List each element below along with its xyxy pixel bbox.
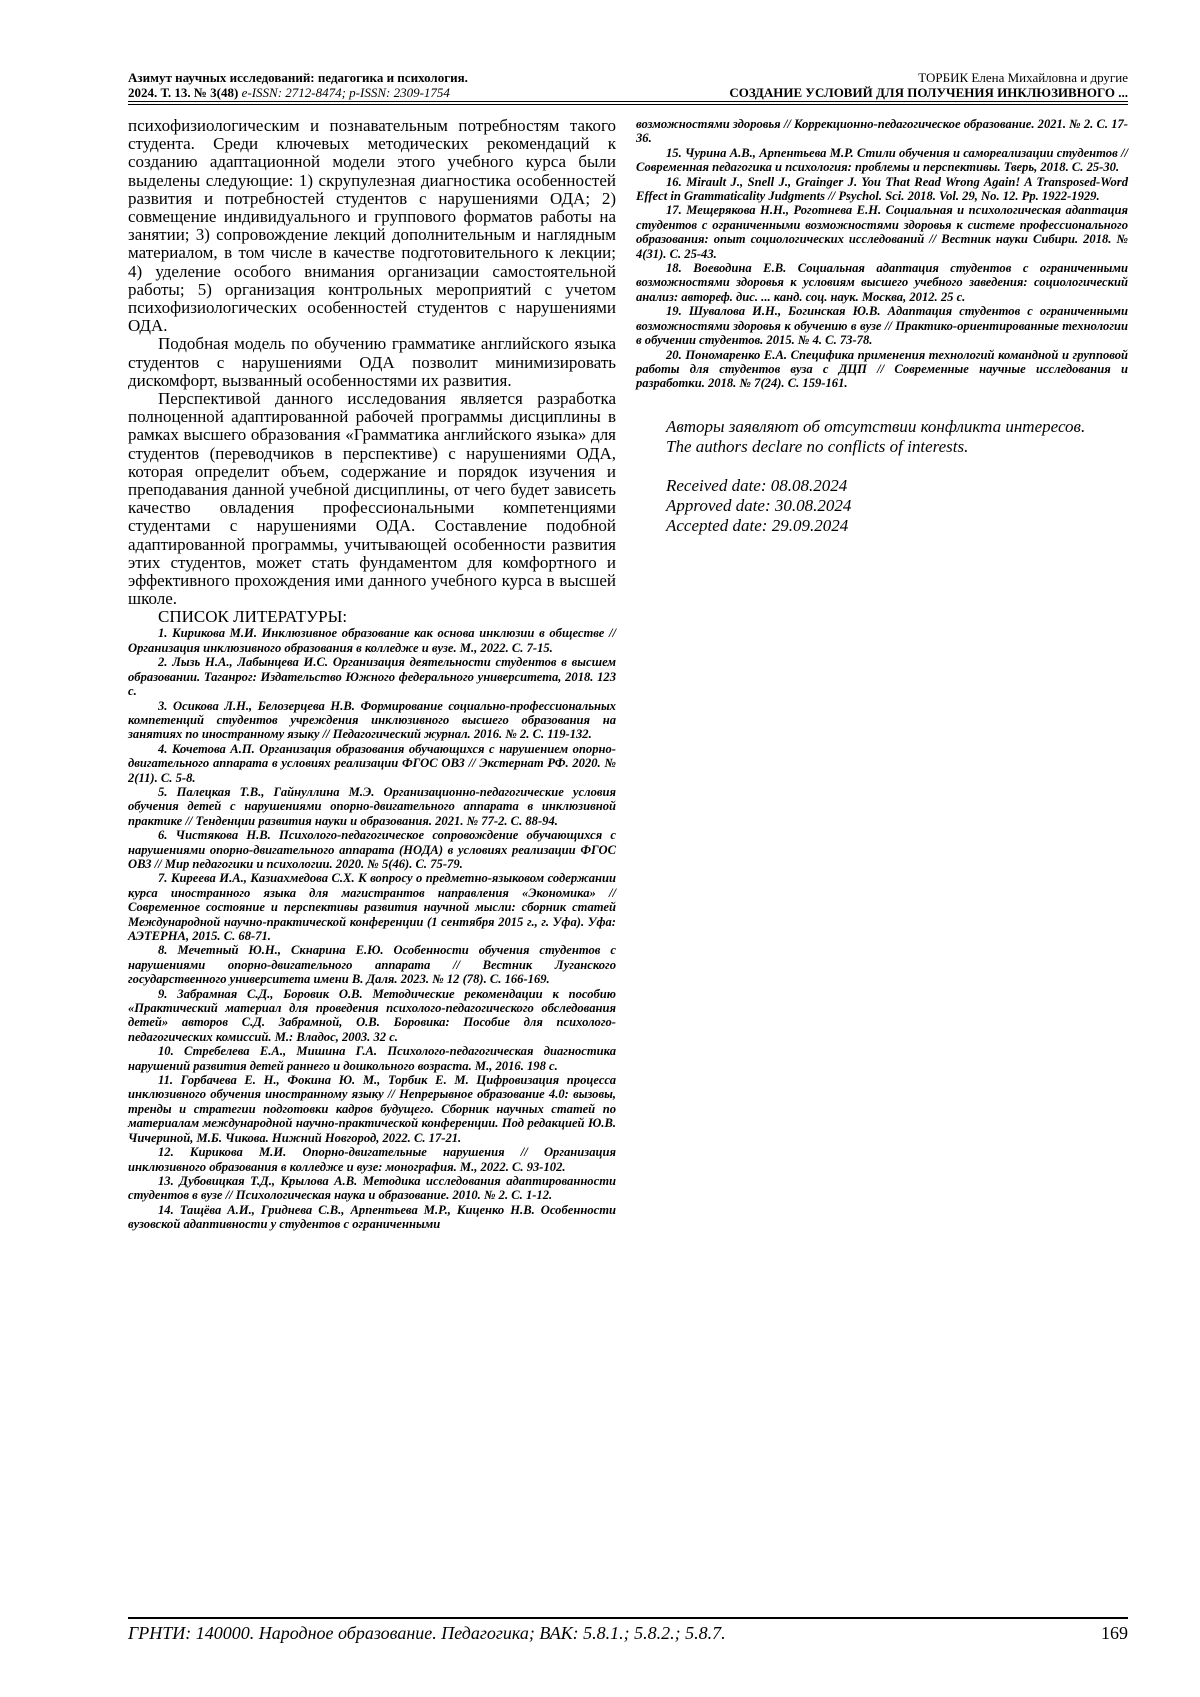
reference-item (636, 203, 1128, 261)
approved-date: Approved date: 30.08.2024 (666, 496, 852, 516)
reference-item (636, 304, 1128, 347)
references-list-right (636, 117, 1128, 391)
reference-continuation: возможностями здоровья // Коррекционно-педагогическое образование. 2021. № 2. С. 17-36. (636, 117, 1128, 146)
reference-text: Кочетова А.П. Организация образования обучающихся с нарушением опорно-двигательного аппарата в условиях реализации ФГОС ОВЗ // Экстернат РФ. 2020. № 2(11). С. 5-8. (128, 741, 617, 785)
reference-number: 10. (158, 1044, 174, 1059)
header-article-title: СОЗДАНИЕ УСЛОВИЙ ДЛЯ ПОЛУЧЕНИЯ ИНКЛЮЗИВНОГО ... (729, 85, 1128, 100)
reference-number: 14. (158, 1202, 174, 1217)
reference-number: 15. (666, 145, 682, 160)
reference-text: Дубовицкая Т.Д., Крылова А.В. Методика исследования адаптированности студентов в вузе // Психологическая наука и образование. 2010. № 2. С. 1-12. (128, 1173, 616, 1203)
conflict-statement-ru: Авторы заявляют об отсутствии конфликта интересов. (666, 416, 1086, 436)
reference-number: 18. (666, 261, 682, 276)
reference-item (128, 987, 616, 1045)
reference-number: 7. (158, 871, 168, 886)
header-rule (128, 101, 1128, 102)
reference-text: Киреева И.А., Казиахмедова С.Х. К вопросу о предметно-языковом содержании курса иностранного языка для магистрантов направления «Экономика» // Современное состояние и перспективы развития научной мысли: сборник статей Международной научно-практической конференции (1 сентября 2015 г., г. Уфа). Уфа: АЭТЕРНА, 2015. С. 68-71. (128, 871, 617, 944)
reference-number: 3. (158, 698, 168, 713)
reference-text: Mirault J., Snell J., Grainger J. You That Read Wrong Again! A Transposed-Word Effect in Grammaticality Judgments // Psychol. Sci. 2018. Vol. 29, No. 12. Pp. 1922-1929. (636, 174, 1129, 204)
body-paragraph-2: Подобная модель по обучению грамматике английского языка студентов с нарушениями ОДА позволит минимизировать дискомфорт, вызванный особенностями их развития. (128, 334, 616, 390)
reference-text: Стребелева Е.А., Мишина Г.А. Психолого-педагогическая диагностика нарушений развития детей раннего и дошкольного возраста. М., 2016. 198 с. (128, 1044, 616, 1073)
reference-item (128, 742, 616, 785)
body-paragraph-3: Перспективой данного исследования является разработка полноценной адаптированной рабочей программы дисциплины в рамках высшего образования «Грамматика английского языка» для студентов (переводчиков в перспективе) с нарушениями ОДА, которая определит объем, содержание и порядок изучения и преподавания данной учебной дисциплины, от чего будет зависеть качество овладения профессиональными компетенциями студентами с нарушениями ОДА. Составление подобной адаптированной программы, учитывающей особенности развития этих студентов, может стать фундаментом для комфортного и эффективного прохождения ими данного учебного курса в высшей школе. (128, 389, 616, 609)
reference-text: Горбачева Е. Н., Фокина Ю. М., Торбик Е. М. Цифровизация процесса инклюзивного обучения иностранному языку // Непрерывное образование 4.0: вызовы, тренды и стратегии подготовки кадров будущего. Сборник научных статей по материалам международной научно-практической конференции. Под редакцией Ю.В. Чичериной, М.Б. Чикова. Нижний Новгород, 2022. С. 17-21. (128, 1073, 616, 1145)
reference-text: Воеводина Е.В. Социальная адаптация студентов с ограниченными возможностями здоровья к условиям высшего учебного заведения: социологический анализ: автореф. дис. ... канд. соц. наук. Москва, 2012. 25 с. (636, 261, 1129, 304)
reference-item (128, 1044, 616, 1073)
page-number: 169 (1101, 1623, 1128, 1643)
reference-number: 6. (158, 828, 168, 843)
reference-text: Кирикова М.И. Инклюзивное образование как основа инклюзии в обществе // Организация инклюзивного образования в колледже и вузе. М., 2022. С. 7-15. (128, 626, 616, 655)
reference-item (128, 1203, 616, 1232)
accepted-date: Accepted date: 29.09.2024 (666, 515, 849, 535)
reference-number: 5. (158, 784, 168, 799)
footer-rule (128, 1617, 1128, 1619)
reference-item (128, 871, 616, 943)
header-rule-double (128, 104, 1128, 105)
issue-number: 2024. Т. 13. № 3(48) (128, 85, 239, 100)
received-date: Received date: 08.08.2024 (666, 476, 848, 496)
reference-item (636, 261, 1128, 304)
reference-number: 16. (666, 174, 682, 189)
footer-classification: ГРНТИ: 140000. Народное образование. Педагогика; ВАК: 5.8.1.; 5.8.2.; 5.8.7. (128, 1623, 726, 1643)
conflict-statement-en: The authors declare no conflicts of interests. (666, 436, 969, 456)
reference-text: Пономаренко Е.А. Специфика применения технологий командной и групповой работы для студентов вуза с ДЦП // Современные научные исследования и разработки. 2018. № 7(24). С. 159-161. (636, 347, 1129, 391)
reference-text: Чистякова Н.В. Психолого-педагогическое сопровождение обучающихся с нарушениями опорно-двигательного аппарата (НОДА) в условиях реализации ФГОС ОВЗ // Мир педагогики и психологии. 2020. № 5(46). С. 75-79. (128, 828, 616, 871)
reference-text: Осикова Л.Н., Белозерцева Н.В. Формирование социально-профессиональных компетенций студентов учреждения инклюзивного высшего образования на занятиях по иностранному языку // Педагогический журнал. 2016. № 2. С. 119-132. (128, 698, 616, 742)
reference-number: 8. (158, 943, 168, 958)
reference-number: 20. (666, 347, 682, 362)
references-items-right (636, 146, 1128, 391)
reference-number: 13. (158, 1173, 174, 1188)
reference-item (128, 626, 616, 655)
reference-text: Тащёва А.И., Гриднева С.В., Арпентьева М.Р., Киценко Н.В. Особенности вузовской адаптивности у студентов с ограниченными (128, 1202, 617, 1232)
journal-issue (128, 85, 468, 100)
reference-text: Забрамная С.Д., Боровик О.В. Методические рекомендации к пособию «Практический материал для проведения психолого-педагогического обследования детей» авторов С.Д. Забрамной, О.В. Боровика: Пособие для психолого-педагогических комиссий. М.: Владос, 2003. 32 с. (128, 986, 616, 1044)
reference-item (128, 828, 616, 871)
reference-number: 9. (158, 986, 168, 1001)
reference-number: 4. (158, 741, 168, 756)
reference-text: Чурина А.В., Арпентьева М.Р. Стили обучения и самореализации студентов // Современная педагогика и психология: проблемы и перспективы. Тверь, 2018. С. 25-30. (636, 145, 1128, 175)
references-list-left (128, 626, 616, 1231)
reference-item (636, 146, 1128, 175)
reference-item (636, 348, 1128, 391)
reference-text: Мечетный Ю.Н., Скнарина Е.Ю. Особенности обучения студентов с нарушениями опорно-двигательного аппарата // Вестник Луганского государственного университета имени В. Даля. 2023. № 12 (78). С. 166-169. (128, 943, 616, 987)
right-column (636, 117, 1128, 536)
running-header-right (729, 70, 1128, 100)
reference-text: Мещерякова Н.Н., Роготнева Е.Н. Социальная и психологическая адаптация студентов с ограниченными возможностями здоровья к системе профессионального образования: опыт социологических исследований // Вестник науки Сибири. 2018. № 4(31). С. 25-43. (636, 203, 1128, 261)
reference-item (128, 1073, 616, 1145)
left-column (128, 117, 616, 1232)
reference-number: 17. (666, 203, 682, 218)
reference-number: 19. (666, 304, 682, 319)
reference-item (128, 943, 616, 986)
reference-item (128, 1145, 616, 1174)
reference-number: 11. (158, 1073, 174, 1088)
reference-item (128, 785, 616, 828)
reference-item (128, 699, 616, 742)
reference-number: 12. (158, 1145, 174, 1160)
journal-name: Азимут научных исследований: педагогика и психология. (128, 70, 468, 85)
issn: e-ISSN: 2712-8474; p-ISSN: 2309-1754 (241, 85, 450, 100)
reference-number: 1. (158, 626, 168, 641)
reference-text: Палецкая Т.В., Гайнуллина М.Э. Организационно-педагогические условия обучения детей с нарушениями опорно-двигательного аппарата в инклюзивной практике // Тенденции развития науки и образования. 2021. № 77-2. С. 88-94. (128, 784, 616, 828)
reference-text: Кирикова М.И. Опорно-двигательные нарушения // Организация инклюзивного образования в колледже и вузе: монография. М., 2022. С. 93-102. (128, 1145, 616, 1174)
reference-item (636, 175, 1128, 204)
running-header-left (128, 70, 468, 100)
reference-item (128, 655, 616, 698)
reference-text: Лызь Н.А., Лабынцева И.С. Организация деятельности студентов в высшем образовании. Таганрог: Издательство Южного федерального университета, 2018. 123 с. (128, 655, 616, 699)
declarations (636, 417, 1128, 536)
references-heading: СПИСОК ЛИТЕРАТУРЫ: (158, 607, 348, 627)
body-paragraph-1: психофизиологическим и познавательным потребностям такого студента. Среди ключевых методических рекомендаций к созданию адаптационной модели этого учебного курса были выделены следующие: 1) скрупулезная диагностика особенностей развития и потребностей студентов с нарушениями ОДА; 2) совмещение индивидуального и группового форматов работы на занятии; 3) сопровождение лекций дополнительным и наглядным материалом, в том числе в качестве подготовительного к лекции; 4) уделение особого внимания организации самостоятельной работы; 5) организация контрольных мероприятий с учетом психофизиологических особенностей студентов с нарушениями ОДА. (128, 116, 616, 336)
reference-item (128, 1174, 616, 1203)
reference-number: 2. (158, 655, 168, 670)
reference-text: Шувалова И.Н., Богинская Ю.В. Адаптация студентов с ограниченными возможностями здоровья к обучению в вузе // Практико-ориентированные технологии в обучении студентов. 2015. № 4. С. 73-78. (636, 304, 1129, 348)
header-authors: ТОРБИК Елена Михайловна и другие (918, 70, 1128, 85)
